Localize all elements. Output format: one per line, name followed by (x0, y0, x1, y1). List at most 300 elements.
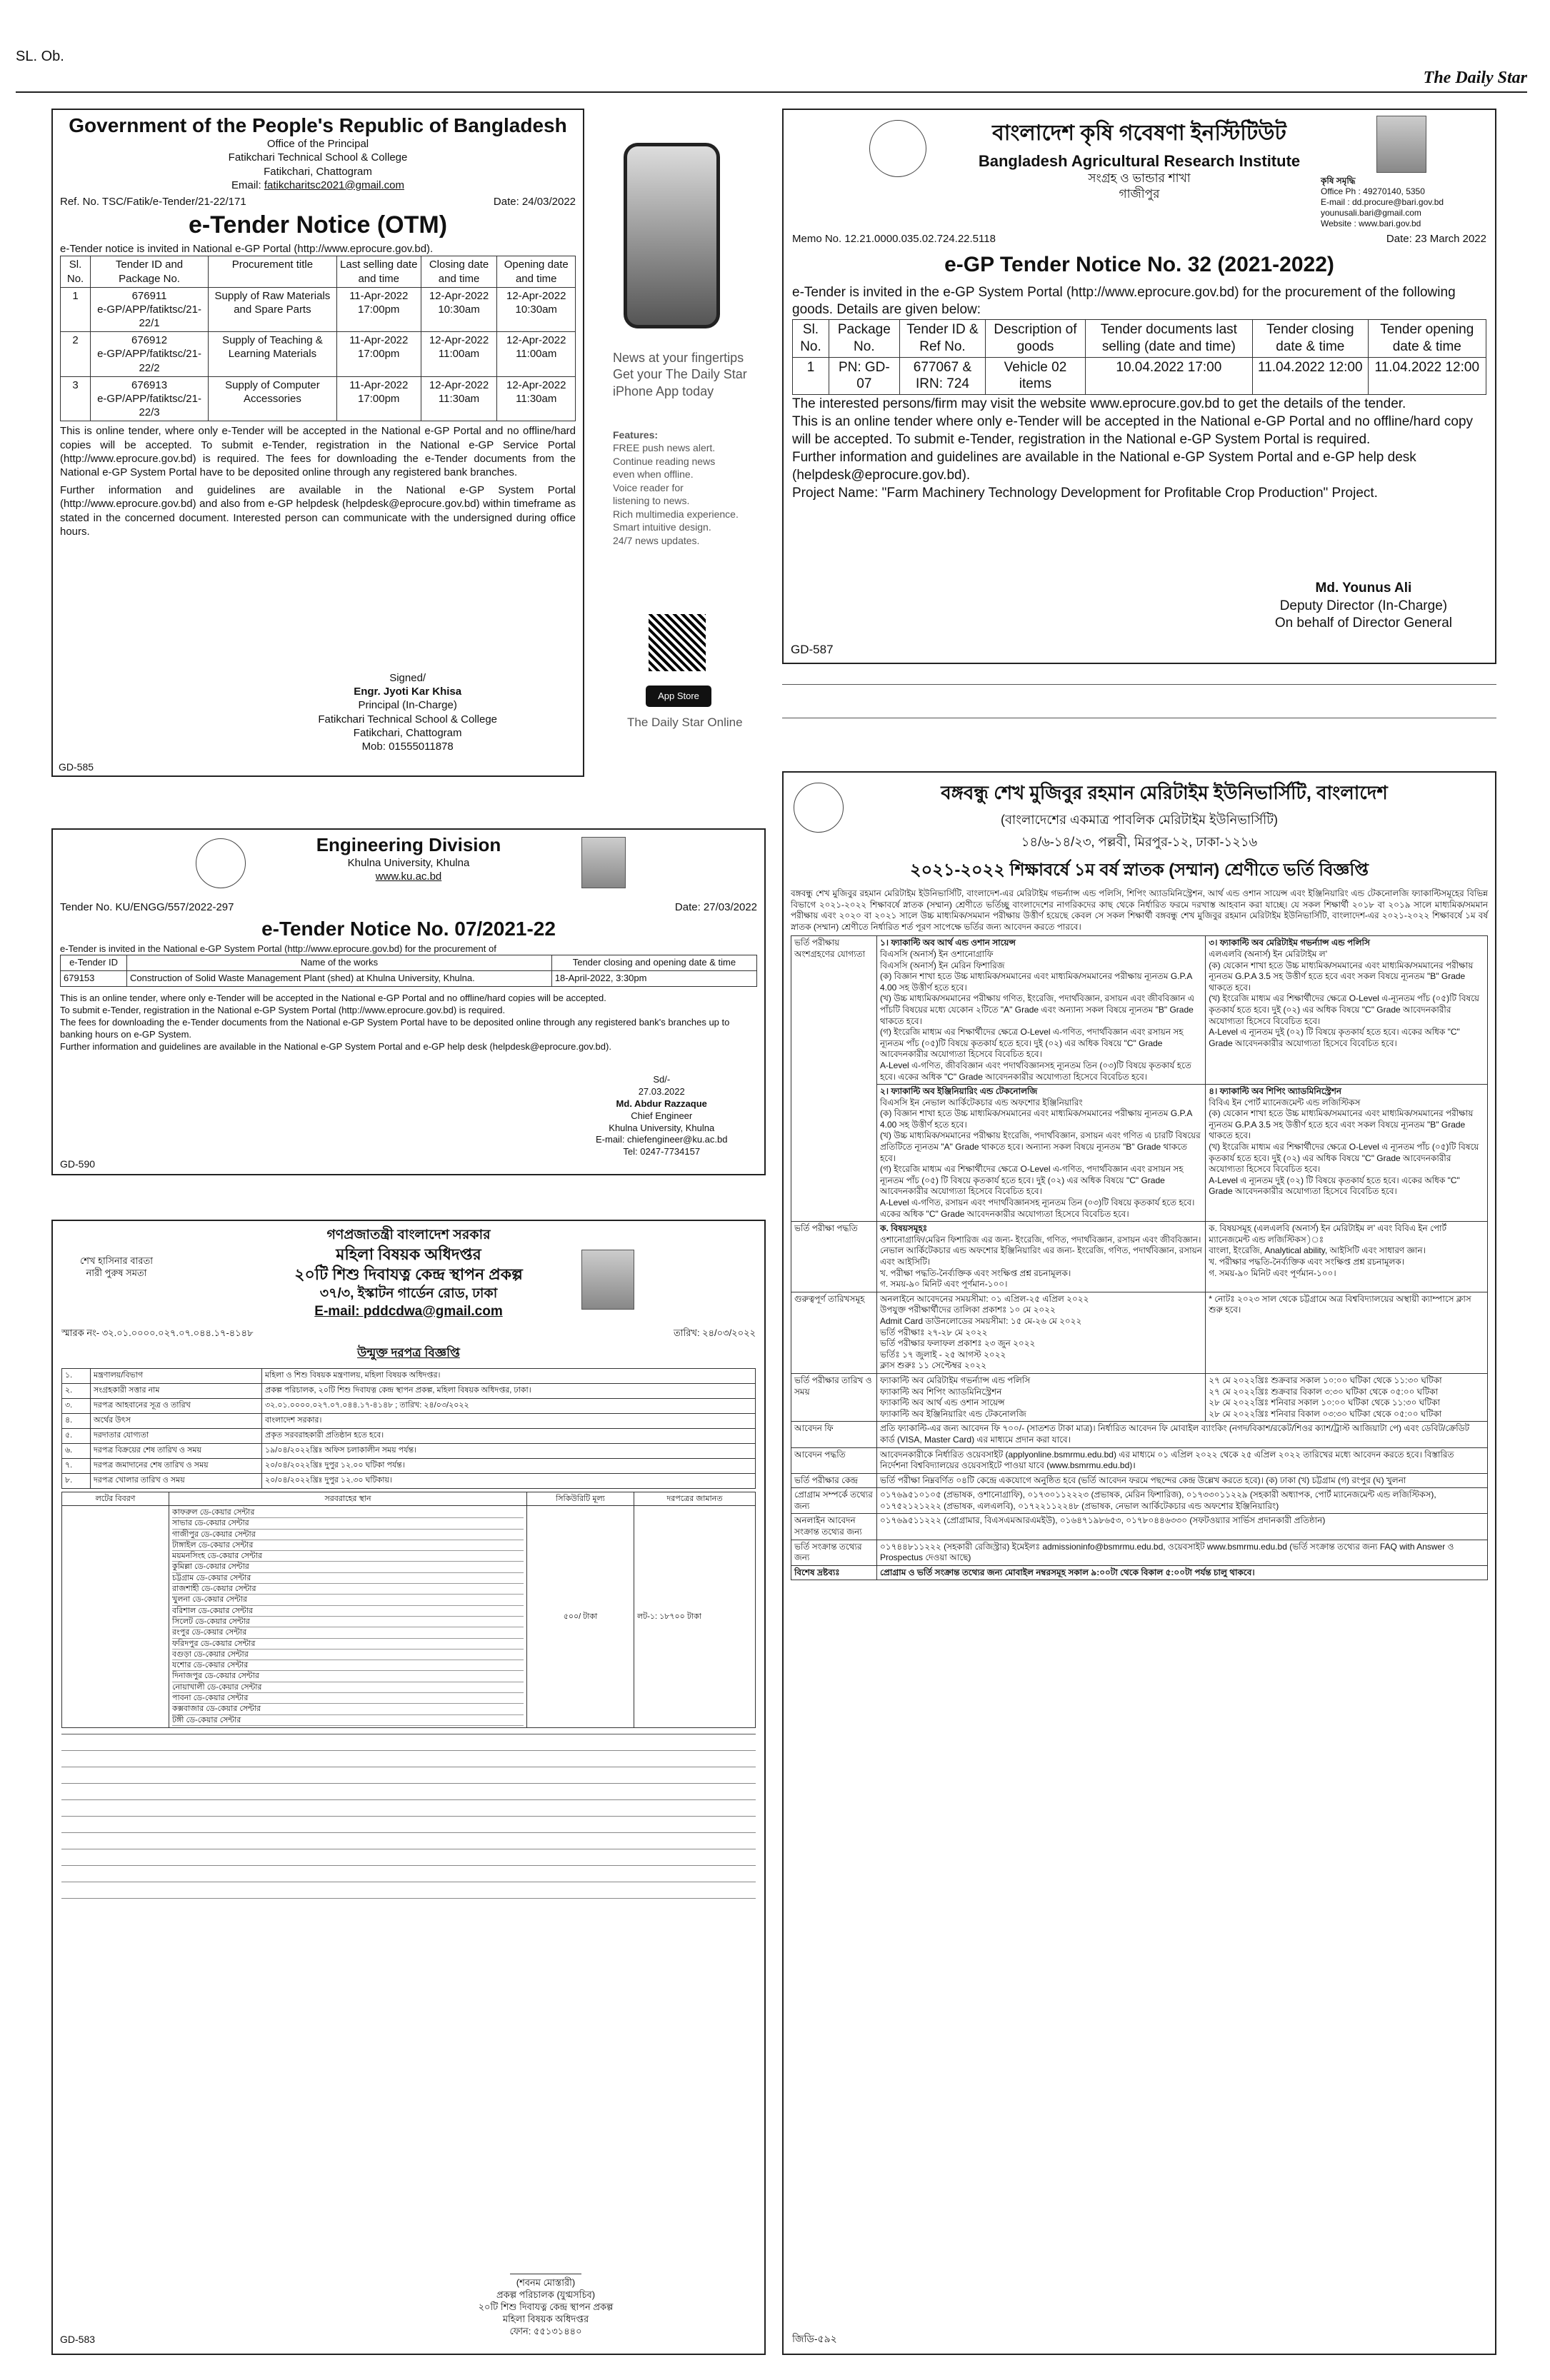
ad1-email[interactable]: fatikcharitsc2021@gmail.com (264, 179, 404, 191)
table-row (791, 1565, 1488, 1580)
signature-image (510, 2260, 581, 2274)
table-cell: 12-Apr-2022 11:00am (421, 332, 497, 377)
faculty-req: A-Level এ ন্যূনতম দুই (০২) টি বিষয়ে কৃতকার্য হতে হবে। একের অধিক "C" Grade আবেদনকারীর অযোগ্যতা হিসেবে বিবেচিত হবে। (1209, 1175, 1460, 1197)
list-item: খুলনা ডে-কেয়ার সেন্টার (172, 1595, 524, 1605)
table-row (791, 1085, 1488, 1222)
ad1-line1: Office of the Principal (266, 138, 369, 151)
ad3-signature (596, 1074, 727, 1158)
ad1-table-header (61, 256, 576, 287)
table-cell: অর্থের উৎস (91, 1413, 262, 1428)
table-cell: 18-April-2022, 3:30pm (551, 971, 756, 987)
table-row (62, 1413, 756, 1428)
ad2-intro: e-Tender is invited in the e-GP System Portal (http://www.eprocure.gov.bd) for the procurement of the following goods. Details are given below: (792, 284, 1456, 318)
online-cell: ০১৭৬৯৫১১২২২ (প্রোগ্রামার, বিএসএমআরএমইউ), ০১৬৪৭১৯৮৬৫৩, ০১৭৮০৪৪৬৩৩০ (সফটওয়্যার সার্ভিস প্রদানকারী প্রতিষ্ঠান) (877, 1514, 1488, 1540)
faculty-title: ১। ফ্যাকাল্টি অব আর্থ এন্ড ওশান সায়েন্স (880, 938, 1016, 948)
ad1-ref: Ref. No. TSC/Fatik/e-Tender/21-22/171 (60, 195, 246, 208)
table-cell: Vehicle 02 items (986, 357, 1085, 395)
ad1-table-body (61, 287, 576, 421)
app-line: News at your fingertips (613, 351, 744, 365)
date-item: অনলাইনে আবেদনের সময়সীমা: ০১ এপ্রিল-২৫ এপ্রিল ২০২২ (880, 1293, 1089, 1304)
table-cell: PN: GD-07 (829, 357, 899, 395)
column-header: Tender ID and Package No. (91, 256, 209, 287)
column-header: লটের বিবরণ (62, 1492, 169, 1505)
portrait-image (581, 837, 626, 888)
table-row (62, 1399, 756, 1414)
price-cell: ৫০০/ টাকা (527, 1505, 634, 1727)
column-header: Tender opening date & time (1368, 320, 1486, 358)
faculty-cell (877, 936, 1206, 1085)
list-item: টঙ্গী ডে-কেয়ার সেন্টার (172, 1715, 524, 1726)
table-cell: দরপত্র জমাদানের শেষ তারিখ ও সময় (91, 1458, 262, 1473)
ad1-line2: Fatikchari Technical School & College (228, 151, 408, 164)
ad3-sig-tel: Tel: 0247-7734157 (623, 1146, 701, 1158)
ad2-sig-name: Md. Younus Ali (1315, 581, 1412, 596)
list-item: বরিশাল ডে-কেয়ার সেন্টার (172, 1606, 524, 1617)
ad4-h2: মহিলা বিষয়ক অধিদপ্তর (336, 1245, 481, 1263)
method-heading: ক. বিষয়সমূহঃ (880, 1223, 928, 1234)
ad1-sig-line: Principal (In-Charge) (358, 699, 457, 712)
method-item: ক. বিষয়সমূহ (এলএলবি (অনার্স) ইন মেরিটাইম ল’ এবং বিবিএ ইন পোর্ট ম্যানেজমেন্ট এন্ড লজিস্টিকস)ঃ (1209, 1223, 1447, 1245)
date-item: উপযুক্ত পরীক্ষার্থীদের তালিকা প্রকাশঃ ১০ মে ২০২২ (880, 1305, 1056, 1315)
faculty-req: (ক) যেকোন শাখা হতে উচ্চ মাধ্যমিক/সমমানের এবং মাধ্যমিক/সমমানের পরীক্ষায় ন্যূনতম G.P.A 3.5 সহ উত্তীর্ণ হতে হবে এবং সকল বিষয়ে ন্যূনতম "B" Grade থাকতে হবে। (1209, 960, 1474, 993)
table-cell: ২০/০৪/২০২২খ্রিঃ দুপুর ১২.০০ ঘটিকা পর্যন্ত। (262, 1458, 756, 1473)
table-cell: 12-Apr-2022 10:30am (497, 287, 576, 332)
column-header: Sl. No. (793, 320, 829, 358)
ad3-sig-name: Md. Abdur Razzaque (616, 1098, 707, 1109)
ad2-office: Office Ph : 49270140, 5350 (1321, 186, 1425, 196)
ad4-info-table (61, 1368, 756, 1489)
method-item: ওশানোগ্রাফি/মেরিন ফিশারিজ এর জন্য- ইংরেজি, গণিত, পদার্থবিজ্ঞান, রসায়ন এবং জীববিজ্ঞান। (880, 1234, 1201, 1245)
table-row (62, 1458, 756, 1473)
faculty-req: (খ) ইংরেজি মাধ্যম এর শিক্ষার্থীদের ক্ষেত্রে O-Level এ ন্যূনতম পাঁচ (০৫)টি বিষয়ে কৃতকার্য হতে হবে। দুই (০২) এর অধিক বিষয়ে "C" Grade আবেদনকারীর অযোগ্যতা হিসেবে বিবেচিত হবে। (1209, 1142, 1479, 1175)
ad1-notice-title: e-Tender Notice (OTM) (188, 211, 448, 239)
faculty-program: বিএসসি (অনার্স) ইন ওশানোগ্রাফি (880, 948, 994, 959)
ad4-info-rows (62, 1369, 756, 1489)
app-store-badge[interactable]: App Store (646, 686, 711, 707)
table-row (61, 332, 576, 377)
table-cell: 11.04.2022 12:00 (1253, 357, 1369, 395)
dates-note: * নোটঃ ২০২৩ সাল থেকে চট্টগ্রামে অত্র বিশ্ববিদ্যালয়ের অস্থায়ী ক্যাম্পাসে ক্লাস শুরু হবে। (1206, 1292, 1488, 1373)
ad4-memo-row (61, 1327, 756, 1340)
ad1-table (60, 256, 576, 421)
table-row (61, 376, 576, 421)
table-cell: 11-Apr-2022 17:00pm (336, 287, 421, 332)
ad2-krishi: কৃষি সমৃদ্ধি (1321, 176, 1356, 186)
method-item: গ. সময়-৯০ মিনিট এবং পূর্ণমান-১০০। (1209, 1267, 1336, 1278)
table-cell: Supply of Teaching & Learning Materials (208, 332, 336, 377)
column-header: Package No. (829, 320, 899, 358)
table-cell: 12-Apr-2022 11:30am (497, 376, 576, 421)
table-cell: 2 (61, 332, 91, 377)
ad5-title: বঙ্গবন্ধু শেখ মুজিবুর রহমান মেরিটাইম ইউনিভার্সিটি, বাংলাদেশ (941, 782, 1388, 803)
khulna-tender-ad (51, 828, 766, 1175)
table-row (791, 1422, 1488, 1447)
ad3-sig-email: E-mail: chiefengineer@ku.ac.bd (596, 1134, 728, 1145)
header-rule (16, 91, 1527, 93)
exam-faculty: ফ্যাকাল্টি অব শিপিং অ্যাডমিনিস্ট্রেশন (880, 1386, 1002, 1397)
table-cell: ৪. (62, 1413, 91, 1428)
ad2-memo: Memo No. 12.21.0000.035.02.724.22.5118 (792, 232, 996, 245)
ad3-p4: Further information and guidelines are available in the National e-GP System Portal and e-GP help desk (helpdesk@eprocure.gov.bd). (60, 1040, 611, 1052)
table-cell: 679153 (61, 971, 127, 987)
ad2-p1: The interested persons/firm may visit the website www.eprocure.gov.bd to get the details of the tender. (792, 396, 1406, 412)
list-item: টাঙ্গাইল ডে-কেয়ার সেন্টার (172, 1540, 524, 1551)
list-item: গাজীপুর ডে-কেয়ার সেন্টার (172, 1530, 524, 1540)
blank-rule (782, 684, 1496, 685)
ad5-gd: জিডি-৫৯২ (792, 2333, 837, 2344)
ad3-p2: To submit e-Tender, registration in the National e-GP System Portal (http://www.eprocure.gov.bd) is required. (60, 1005, 506, 1016)
column-header: Description of goods (986, 320, 1085, 358)
ad2-paragraphs (792, 395, 1486, 502)
special-cell: প্রোগ্রাম ও ভর্তি সংক্রান্ত তথ্যের জন্য মোবাইল নম্বরসমূহ সকাল ৯:০০টা থেকে বিকাল ৫:০০টা পর্যন্ত চালু থাকবে। (877, 1565, 1488, 1580)
center-label: ভর্তি পরীক্ষার কেন্দ্র (791, 1473, 877, 1488)
faculty-program: বিবিএ ইন পোর্ট ম্যানেজমেন্ট এন্ড লজিস্টিকস (1209, 1097, 1361, 1108)
column-header: Opening date and time (497, 256, 576, 287)
ad2-date: Date: 23 March 2022 (1386, 232, 1486, 245)
list-item: ময়মনসিংহ ডে-কেয়ার সেন্টার (172, 1551, 524, 1562)
ad1-para2: Further information and guidelines are available in the National e-GP System Portal (http://www.eprocure.gov.bd) and also from e-GP helpdesk (helpdesk@eprocure.gov.bd) within timeframe as stated in the concerned document. Interested person can communicate with the undersigned during office hours. (60, 484, 576, 538)
table-cell: 11-Apr-2022 17:00pm (336, 332, 421, 377)
table-cell: 12-Apr-2022 11:30am (421, 376, 497, 421)
list-item: সিলেট ডে-কেয়ার সেন্টার (172, 1617, 524, 1627)
table-cell: 11.04.2022 12:00 (1368, 357, 1486, 395)
faculty-req: A-Level এ ন্যূনতম দুই (০২) টি বিষয়ে কৃতকার্য হতে হবে। একের অধিক "C" Grade আবেদনকারীর অযোগ্যতা হিসেবে বিবেচিত হবে। (1209, 1027, 1460, 1048)
column-header: Name of the works (127, 955, 552, 971)
faculty-req: (ক) বিজ্ঞান শাখা হতে উচ্চ মাধ্যমিক/সমমানের এবং মাধ্যমিক/সমমানের পরীক্ষায় ন্যূনতম G.P.A 4.00 সহ উত্তীর্ণ হতে হবে। (880, 971, 1192, 993)
table-row (61, 287, 576, 332)
feature-item: listening to news. (613, 495, 690, 507)
ad4-sig-line: ফোন: ৫৫১৩১৪৪০ (509, 2325, 582, 2336)
table-cell: দরপত্র আহবানের সূত্র ও তারিখ (91, 1399, 262, 1414)
ad1-sig-line: Fatikchari Technical School & College (318, 713, 497, 725)
table-cell: ২. (62, 1384, 91, 1399)
method-item: খ. পরীক্ষা পদ্ধতি-নৈর্ব্যক্তিক এবং সংক্ষিপ্ত প্রশ্ন রচনামূলক। (880, 1267, 1071, 1278)
method-right (1206, 1222, 1488, 1292)
faculty-req: A-Level এ-গণিত, রসায়ন এবং পদার্থবিজ্ঞানসহ ন্যূনতম তিন (০৩)টি বিষয়ে কৃতকার্য হতে হবে। একের অধিক "C" Grade আবেদনকারীর অযোগ্যতা হিসেবে বিবেচিত হবে। (880, 1197, 1195, 1219)
ad2-contact-block (1321, 176, 1444, 229)
table-cell: 677067 & IRN: 724 (899, 357, 986, 395)
table-cell: 12-Apr-2022 11:00am (497, 332, 576, 377)
faculty-req: (খ) উচ্চ মাধ্যমিক/সমমানের পরীক্ষায় গণিত, ইংরেজি, পদার্থবিজ্ঞান, রসায়ন এবং জীববিজ্ঞান এ পাঁচটি বিষয়ের মধ্যে যেকোন ২টিতে "A" Grade এবং অন্যান্য সকল বিষয়ে ন্যূনতম "B" Grade থাকতে হবে। (880, 993, 1195, 1026)
masthead-logo: The Daily Star (1423, 69, 1527, 87)
ad1-title: Government of the People's Republic of Bangladesh (69, 114, 567, 136)
list-item: কুমিল্লা ডে-কেয়ার সেন্টার (172, 1562, 524, 1572)
table-cell: মহিলা ও শিশু বিষয়ক মন্ত্রণালয়, মহিলা বিষয়ক অধিদপ্তর। (262, 1369, 756, 1384)
method-item: খ. পরীক্ষার পদ্ধতি-নৈর্ব্যক্তিক এবং সংক্ষিপ্ত প্রশ্ন রচনামূলক। (1209, 1257, 1405, 1267)
faculty-title: ২। ফ্যাকাল্টি অব ইঞ্জিনিয়ারিং এন্ড টেকনোলজি (880, 1086, 1038, 1097)
method-item: নেভাল আর্কিটেকচার এন্ড অফশোর ইঞ্জিনিয়ারিং এর জন্য- ইংরেজি, গণিত, পদার্থবিজ্ঞান, রসায়ন এবং আইসিটি। (880, 1245, 1202, 1267)
ad1-intro: e-Tender notice is invited in National e-GP Portal (http://www.eprocure.gov.bd). (60, 243, 434, 256)
exam-faculties (877, 1373, 1206, 1421)
faculty-req: (খ) উচ্চ মাধ্যমিক/সমমানের পরীক্ষায় ইংরেজি, পদার্থবিজ্ঞান, রসায়ন এবং গণিত এ চারটি বিষয়ের প্রতিটিতে ন্যূনতম "A" Grade থাকতে হবে। অন্যান্য সকল বিষয়ে ন্যূনতম "B" Grade থাকতে হবে। (880, 1130, 1201, 1163)
ad2-email1: E-mail : dd.procure@bari.gov.bd (1321, 197, 1444, 207)
faculty-req: (খ) ইংরেজি মাধ্যম এর শিক্ষার্থীদের ক্ষেত্রে O-Level এ-ন্যূনতম পাঁচ (০৫)টি বিষয়ে কৃতকার্য হতে হবে। দুই (০২) এর অধিক বিষয়ে "C" Grade আবেদনকারীর অযোগ্যতা হিসেবে বিবেচিত হবে। (1209, 993, 1480, 1026)
ad4-lots-table (61, 1492, 756, 1728)
list-item: দিনাজপুর ডে-কেয়ার সেন্টার (172, 1671, 524, 1682)
ad3-tender-no: Tender No. KU/ENGG/557/2022-297 (60, 901, 234, 914)
method-label: ভর্তি পরীক্ষা পদ্ধতি (791, 1222, 877, 1292)
date-item: ভর্তি পরীক্ষাঃ ২৭-২৮ মে ২০২২ (880, 1327, 988, 1337)
date-item: ক্লাস শুরুঃ ১১ সেপ্টেম্বর ২০২২ (880, 1360, 987, 1371)
feature-item: Voice reader for (613, 481, 684, 493)
ad3-sig-line: Chief Engineer (631, 1110, 693, 1121)
ad3-title: Engineering Division (316, 834, 501, 855)
table-cell: বাংলাদেশ সরকার। (262, 1413, 756, 1428)
faculty-req: (গ) ইংরেজি মাধ্যম এর শিক্ষার্থীদের ক্ষেত্রে O-Level এ-গণিত, পদার্থবিজ্ঞান এবং রসায়ন সহ ন্যূনতম পাঁচ (০৫) টি বিষয়ে কৃতকার্য হতে হবে। দুই (০২) এর অধিক বিষয়ে "C" Grade আবেদনকারীর অযোগ্যতা হিসেবে বিবেচিত হবে। (880, 1164, 1184, 1197)
table-cell: ৩. (62, 1399, 91, 1414)
phone-image (624, 143, 720, 328)
exam-times (1206, 1373, 1488, 1421)
ad4-slogan-line: নারী পুরুষ সমতা (86, 1267, 147, 1278)
table-cell: ৬. (62, 1443, 91, 1458)
app-promo (599, 121, 764, 764)
table-cell: 12-Apr-2022 10:30am (421, 287, 497, 332)
list-item: কাফরুল ডে-কেয়ার সেন্টার (172, 1507, 524, 1518)
date-item: ভর্তিঃ ১৭ জুলাই - ২৫ আগস্ট ২০২২ (880, 1349, 1006, 1360)
ad4-sig-name: (শবনম মোস্তারী) (516, 2277, 576, 2288)
contact-cell: ০১৭৬৯৫১০১০৫ (প্রভাষক, ওশানোগ্রাফি), ০১৭৩০১১২২২৩ (প্রভাষক, মেরিন ফিশারিজ), ০১৭৩৩০১১২২৯ (সহকারী অধ্যাপক, পোর্ট ম্যানেজমেন্ট এন্ড লজিস্টিকস), ০১৭৫২১২১২২২ (প্রভাষক, এলএলবি), ০১৭২২১১২২৪৮ (প্রভাষক, নেভাল আর্কিটেকচার এন্ড অফশোর ইঞ্জিনিয়ারিং) (877, 1488, 1488, 1514)
ad2-table-header (793, 320, 1486, 358)
ad4-heading (61, 1227, 756, 1320)
portrait-image (581, 1250, 634, 1310)
portrait-image (1376, 116, 1426, 173)
column-header: Procurement title (208, 256, 336, 287)
app-line: Get your The Daily Star (613, 367, 747, 382)
feature-item: FREE push news alert. (613, 442, 716, 454)
feature-item: Rich multimedia experience. (613, 508, 739, 520)
ad2-p2: This is an online tender where only e-Tender will be accepted in the National e-GP Portal and no offline/hard copy will be accepted. To submit e-Tender, registration in the National e-GP System Portal is required. (792, 414, 1474, 448)
bari-tender-ad (782, 109, 1496, 664)
table-cell: 11-Apr-2022 17:00pm (336, 376, 421, 421)
table-cell: প্রকৃত সরবরাহকারী প্রতিষ্ঠান হতে হবে। (262, 1428, 756, 1443)
list-item: ফরিদপুর ডে-কেয়ার সেন্টার (172, 1639, 524, 1650)
table-cell: ৭. (62, 1458, 91, 1473)
ad2-website: Website : www.bari.gov.bd (1321, 219, 1421, 229)
lot-desc-cell (62, 1505, 169, 1727)
exam-time: ২৭ মে ২০২২খ্রিঃ শুক্রবার বিকাল ৩:৩০ ঘটিকা থেকে ০৫:০০ ঘটিকা (1209, 1386, 1439, 1397)
faculty-title: ৪। ফ্যাকাল্টি অব শিপিং অ্যাডমিনিস্ট্রেশন (1209, 1086, 1342, 1097)
ad4-lots-header (62, 1492, 756, 1505)
table-row (62, 1473, 756, 1488)
ad4-terms-block (61, 1734, 756, 1912)
ad4-h4: ৩৭/৩, ইস্কাটন গার্ডেন রোড, ঢাকা (319, 1285, 498, 1301)
ad3-p3: The fees for downloading the e-Tender documents from the National e-GP System Portal have to be deposited online through any registered bank's branches up to banking hours on e-GP System. (60, 1017, 730, 1040)
ad5-table (791, 935, 1488, 1580)
university-logo (794, 783, 844, 833)
faculty-req: (ক) বিজ্ঞান শাখা হতে উচ্চ মাধ্যমিক/সমমানের এবং মাধ্যমিক/সমমানের পরীক্ষায় ন্যূনতম G.P.A 4.00 সহ উত্তীর্ণ হতে হবে। (880, 1108, 1192, 1130)
ad3-p1: This is an online tender, where only e-Tender will be accepted in the National e-GP Portal and no offline/hard copies will be accepted. (60, 993, 606, 1004)
ad2-sub1: সংগ্রহ ও ভান্ডার শাখা (1088, 171, 1191, 185)
admission-label: ভর্তি সংক্রান্ত তথ্যের জন্য (791, 1540, 877, 1565)
ad5-notice-title: ২০২১-২০২২ শিক্ষাবর্ষে ১ম বর্ষ স্নাতক (সম্মান) শ্রেণীতে ভর্তি বিজ্ঞপ্তি (910, 860, 1369, 880)
dates-cell (877, 1292, 1206, 1373)
column-header: Tender documents last selling (date and time) (1085, 320, 1252, 358)
column-header: Tender closing date & time (1253, 320, 1369, 358)
ad1-date: Date: 24/03/2022 (493, 195, 576, 208)
features-label: Features: (613, 429, 659, 441)
table-row (791, 1447, 1488, 1473)
table-row (791, 1373, 1488, 1421)
table-cell: ৮. (62, 1473, 91, 1488)
ad1-para1: This is online tender, where only e-Tender will be accepted in the National e-GP Portal and no offline/hard copies will be accepted. To submit e-Tender, registration in the National e-GP Service Portal (http://www.eprocure.gov.bd) is required. The fees for downloading the e-Tender documents from the National e-GP System Portal have to be deposited online through any registered bank branches. (60, 425, 576, 478)
table-row (61, 971, 757, 987)
column-header: e-Tender ID (61, 955, 127, 971)
feature-item: Smart intuitive design. (613, 521, 711, 533)
ad3-sig-line: Khulna University, Khulna (609, 1122, 715, 1133)
table-cell: ৫. (62, 1428, 91, 1443)
maritime-admission-ad (782, 771, 1496, 2355)
list-item: রংপুর ডে-কেয়ার সেন্টার (172, 1627, 524, 1638)
ad4-notice-title: উন্মুক্ত দরপত্র বিজ্ঞপ্তি (357, 1346, 460, 1360)
ad5-sub2: ১৪/৬-১৪/২৩, পল্লবী, মিরপুর-১২, ঢাকা-১২১৬ (1021, 835, 1258, 849)
table-cell: Supply of Computer Accessories (208, 376, 336, 421)
ad4-h1: গণপ্রজাতন্ত্রী বাংলাদেশ সরকার (326, 1227, 491, 1242)
ad3-sub1: Khulna University, Khulna (347, 857, 470, 869)
fatikchari-tender-ad (51, 109, 584, 777)
apply-label: আবেদন পদ্ধতি (791, 1447, 877, 1473)
ad3-paragraphs (60, 993, 757, 1053)
date-item: Admit Card ডাউনলোডের সময়সীমা: ১৫ মে-২৬ মে ২০২২ (880, 1315, 1082, 1326)
ad2-project: Project Name: "Farm Machinery Technology Development for Profitable Crop Production" Project. (792, 486, 1378, 501)
ad2-sig-line: On behalf of Director General (1274, 616, 1452, 631)
table-row (62, 1369, 756, 1384)
column-header: Sl. No. (61, 256, 91, 287)
table-cell: 676912 e-GP/APP/fatiktsc/21-22/2 (91, 332, 209, 377)
ad4-sig-line: ২০টি শিশু দিবাযত্ন কেন্দ্র স্থাপন প্রকল্প (478, 2301, 614, 2312)
ad2-p3: Further information and guidelines are available in the National e-GP System Portal and e-GP help desk (helpdesk@eprocure.gov.bd). (792, 450, 1416, 483)
table-row (62, 1443, 756, 1458)
table-cell: দরপত্র খোলার তারিখ ও সময় (91, 1473, 262, 1488)
list-item: রাজশাহী ডে-কেয়ার সেন্টার (172, 1584, 524, 1595)
admission-cell: ০১৭৪৪৮১১২২২ (সহকারী রেজিস্ট্রার) ইমেইলঃ admissioninfo@bsmrmu.edu.bd, ওয়েবসাইট www.bsmrmu.edu.bd (ভর্তি সংক্রান্ত তথ্যের জন্য FAQ with Answer ও Prospectus দেওয়া আছে) (877, 1540, 1488, 1565)
ad2-sig-line: Deputy Director (In-Charge) (1279, 598, 1448, 613)
list-item: যশোর ডে-কেয়ার সেন্টার (172, 1660, 524, 1671)
column-header: Closing date and time (421, 256, 497, 287)
ad1-email-label: Email: (231, 179, 264, 191)
ad3-date: Date: 27/03/2022 (674, 901, 757, 914)
column-header: সিকিউরিটি মূল্য (527, 1492, 634, 1505)
table-cell: ১৯/০৪/২০২২খ্রিঃ অফিস চলাকালীন সময় পর্যন্ত। (262, 1443, 756, 1458)
column-header: Tender closing and opening date & time (551, 955, 756, 971)
ad2-title-en: Bangladesh Agricultural Research Institute (978, 152, 1301, 170)
table-row (791, 1473, 1488, 1488)
ad3-sig-line: 27.03.2022 (638, 1085, 685, 1097)
method-item: গ. সময়-৯০ মিনিট এবং পূর্ণমান-১০০। (880, 1279, 1008, 1290)
ad4-memo: স্মারক নং- ৩২.০১.০০০০.০২৭.০৭.০৪৪.১৭-৪১৪৮ (61, 1327, 254, 1339)
table-cell: প্রকল্প পরিচালক, ২০টি শিশু দিবাযত্ন কেন্দ্র স্থাপন প্রকল্প, মহিলা বিষয়ক অধিদপ্তর, ঢাকা। (262, 1384, 756, 1399)
ad4-sig-line: প্রকল্প পরিচালক (যুগ্মসচিব) (496, 2289, 596, 2300)
table-row (791, 1292, 1488, 1373)
ad4-gd: GD-583 (60, 2334, 96, 2345)
ad1-line3: Fatikchari, Chattogram (264, 165, 372, 178)
ad2-sub2: গাজীপুর (1119, 186, 1160, 201)
method-item: বাংলা, ইংরেজি, Analytical ability, আইসিটি এবং সাধারণ জ্ঞান। (1209, 1245, 1426, 1256)
feature-item: Continue reading news (613, 455, 716, 467)
table-cell: 3 (61, 376, 91, 421)
ad1-mob: Mob: 01555011878 (361, 740, 454, 753)
app-features (613, 428, 739, 547)
ad2-memo-row (792, 232, 1486, 246)
ad3-table-header (61, 955, 757, 971)
table-cell: 1 (61, 287, 91, 332)
ad2-table (792, 319, 1486, 395)
apply-cell: আবেদনকারীকে নির্ধারিত ওয়েবসাইট (applyonline.bsmrmu.edu.bd) এর মাধ্যমে ০১ এপ্রিল ২০২২ থেকে ২৫ এপ্রিল ২০২২ তারিখের মধ্যে আবেদন করতে হবে। বিস্তারিত নির্দেশনা বিশ্ববিদ্যালয়ের ওয়েবসাইটে পাওয়া যাবে (www.bsmrmu.edu.bd)। (877, 1447, 1488, 1473)
ad3-sig-line: Sd/- (653, 1074, 671, 1085)
table-cell: ১. (62, 1369, 91, 1384)
table-cell: ৩২.০১.০০০০.০২৭.০৭.০৪৪.১৭-৪১৪৮ ; তারিখ: ২৪/০৩/২০২২ (262, 1399, 756, 1414)
exam-faculty: ফ্যাকাল্টি অব মেরিটাইম গভর্ন্যান্স এন্ড পলিসি (880, 1375, 1031, 1385)
table-cell: সংগ্রহকারী সত্তার নাম (91, 1384, 262, 1399)
fee-cell: প্রতি ফ্যাকাল্টি-এর জন্য আবেদন ফি ৭০০/- (সাতশত টাকা মাত্র)। নির্ধারিত আবেদন ফি মোবাইল ব্যাংকিং (নগদ/বিকাশ/রকেট/শিওর ক্যাশ/ট্রাস্ট আজিয়াটা পে) এবং ডেবিট/ক্রেডিট কার্ড (VISA, Master Card) এর মাধ্যমে প্রদান করা যাবে। (877, 1422, 1488, 1447)
faculty-program: এলএলবি (অনার্স) ইন মেরিটাইম ল’ (1209, 948, 1328, 959)
table-row (62, 1505, 756, 1727)
column-header: Tender ID & Ref No. (899, 320, 986, 358)
exam-time: ২৮ মে ২০২২খ্রিঃ শনিবার সকাল ১০:০০ ঘটিকা থেকে ১১:৩০ ঘটিকা (1209, 1397, 1440, 1408)
faculty-cell (1206, 936, 1488, 1085)
ad3-table (60, 955, 757, 987)
table-cell: দরপত্র বিক্রয়ের শেষ তারিখ ও সময় (91, 1443, 262, 1458)
table-row (62, 1428, 756, 1443)
ad5-intro: বঙ্গবন্ধু শেখ মুজিবুর রহমান মেরিটাইম ইউনিভার্সিটি, বাংলাদেশ-এর মেরিটাইম গভর্ন্যান্স এন্ড পলিসি, শিপিং অ্যাডমিনিস্ট্রেশন, আর্থ এন্ড ওশান সায়েন্স এবং ইঞ্জিনিয়ারিং এন্ড টেকনোলজি ফ্যাকাল্টিসমূহের বিভিন্ন বিভাগে ২০২১-২০২২ শিক্ষাবর্ষে স্নাতক (সম্মান) শ্রেণীতে ভর্তিচ্ছু বাংলাদেশের নাগরিকদের কাছ থেকে নির্ধারিত ফরমে দরখাস্ত আহবান করা যাচ্ছে। যে সকল শিক্ষার্থী ২০১৮ বা ২০১৯ সালে মাধ্যমিক/সমমান পরীক্ষায় এবং ২০২০ বা ২০২১ সালে উচ্চ মাধ্যমিক/সমমান পরীক্ষায় উত্তীর্ণ হয়েছে কেবল সে সকল শিক্ষার্থী বঙ্গবন্ধু শেখ মুজিবুর রহমান মেরিটাইম ইউনিভার্সিটি, বাংলাদেশ-এর ২০২১-২০২২ শিক্ষাবর্ষে ১ম বর্ষ স্নাতক (সম্মান) শ্রেণীতে নির্ধারিত শর্ত পূরণ সাপেক্ষে ভর্তির জন্য আবেদন করতে পারবে। (791, 888, 1488, 932)
ad3-notice-title: e-Tender Notice No. 07/2021-22 (261, 917, 556, 940)
app-brand: The Daily Star Online (627, 715, 743, 729)
list-item: বগুড়া ডে-কেয়ার সেন্টার (172, 1650, 524, 1660)
method-left (877, 1222, 1206, 1292)
ad1-ref-row (60, 195, 576, 209)
ad3-ref-row (60, 900, 757, 914)
ad4-h3: ২০টি শিশু দিবাযত্ন কেন্দ্র স্থাপন প্রকল্প (294, 1265, 523, 1284)
table-cell: 1 (793, 357, 829, 395)
table-row (791, 1222, 1488, 1292)
contact-label: প্রোগ্রাম সম্পর্কে তথ্যের জন্য (791, 1488, 877, 1514)
faculty-req: (গ) ইংরেজি মাধ্যম এর শিক্ষার্থীদের ক্ষেত্রে O-Level এ-গণিত, পদার্থবিজ্ঞান এবং রসায়ন সহ ন্যূনতম পাঁচ (০৫)টি বিষয়ে কৃতকার্য হতে হবে। দুই (০২) এর অধিক বিষয়ে "C" Grade আবেদনকারীর অযোগ্যতা হিসেবে বিবেচিত হবে। (880, 1027, 1184, 1060)
ad4-slogan-line: শেখ হাসিনার বারতা (80, 1255, 153, 1266)
security-cell: লট-১: ১৮৭০০ টাকা (634, 1505, 756, 1727)
column-header: সরবরাহের স্থান (169, 1492, 527, 1505)
faculty-req: (ক) যেকোন শাখা হতে উচ্চ মাধ্যমিক/সমমানের এবং মাধ্যমিক/সমমানের পরীক্ষায় ন্যূনতম G.P.A 3.5 সহ উত্তীর্ণ হতে হবে এবং সকল বিষয়ে ন্যূনতম "B" Grade থাকতে হবে। (1209, 1108, 1474, 1141)
ad4-email[interactable]: E-mail: pddcdwa@gmail.com (314, 1303, 503, 1319)
center-cell: ভর্তি পরীক্ষা নিম্নবর্ণিত ০৪টি কেন্দ্রে একযোগে অনুষ্ঠিত হবে (ভর্তি আবেদন ফরমে পছন্দের কেন্দ্র উল্লেখ করতে হবে)। (ক) ঢাকা (খ) চট্টগ্রাম (গ) রংপুর (ঘ) খুলনা (877, 1473, 1488, 1488)
bari-logo (869, 120, 926, 177)
column-header: Last selling date and time (336, 256, 421, 287)
ad2-notice-title: e-GP Tender Notice No. 32 (2021-2022) (944, 252, 1334, 276)
list-item: কক্সবাজার ডে-কেয়ার সেন্টার (172, 1704, 524, 1714)
list-item: চট্টগ্রাম ডে-কেয়ার সেন্টার (172, 1573, 524, 1584)
table-cell: ২০/০৪/২০২২খ্রিঃ দুপুর ১২.৩০ ঘটিকায়। (262, 1473, 756, 1488)
page-label: SL. Ob. (16, 49, 64, 64)
list-item: পাবনা ডে-কেয়ার সেন্টার (172, 1693, 524, 1704)
ad2-signature (1275, 580, 1452, 633)
faculty-cell (877, 1085, 1206, 1222)
ad3-website[interactable]: www.ku.ac.bd (375, 870, 442, 883)
online-label: অনলাইন আবেদন সংক্রান্ত তথ্যের জন্য (791, 1514, 877, 1540)
ad4-signature (453, 2260, 639, 2337)
eligibility-label: ভর্তি পরীক্ষায় অংশগ্রহণের যোগ্যতা (791, 936, 877, 1222)
table-cell: 676911 e-GP/APP/fatiktsc/21-22/1 (91, 287, 209, 332)
fee-label: আবেদন ফি (791, 1422, 877, 1447)
ad4-date: তারিখ: ২৪/০৩/২০২২ (674, 1327, 756, 1339)
ad5-sub1: (বাংলাদেশের একমাত্র পাবলিক মেরিটাইম ইউনিভার্সিটি) (1000, 813, 1279, 827)
ad4-sig-line: মহিলা বিষয়ক অধিদপ্তর (502, 2313, 589, 2324)
feature-item: even when offline. (613, 468, 694, 481)
table-cell: Supply of Raw Materials and Spare Parts (208, 287, 336, 332)
dates-label: গুরুত্বপূর্ণ তারিখসমূহ (791, 1292, 877, 1373)
qr-code-icon (649, 614, 706, 671)
ad3-gd: GD-590 (60, 1158, 96, 1170)
exam-time: ২৮ মে ২০২২খ্রিঃ শনিবার বিকাল ০৩:৩০ ঘটিকা থেকে ০৫:০০ ঘটিকা (1209, 1408, 1442, 1419)
faculty-req: A-Level এ-গণিত, জীববিজ্ঞান এবং পদার্থবিজ্ঞানসহ ন্যূনতম তিন (০৩)টি বিষয়ে কৃতকার্য হতে হবে। একের অধিক "C" Grade আবেদনকারীর অযোগ্যতা হিসেবে বিবেচিত হবে। (880, 1060, 1191, 1082)
date-item: ভর্তি পরীক্ষার ফলাফল প্রকাশঃ ২৩ জুন ২০২২ (880, 1338, 1036, 1349)
